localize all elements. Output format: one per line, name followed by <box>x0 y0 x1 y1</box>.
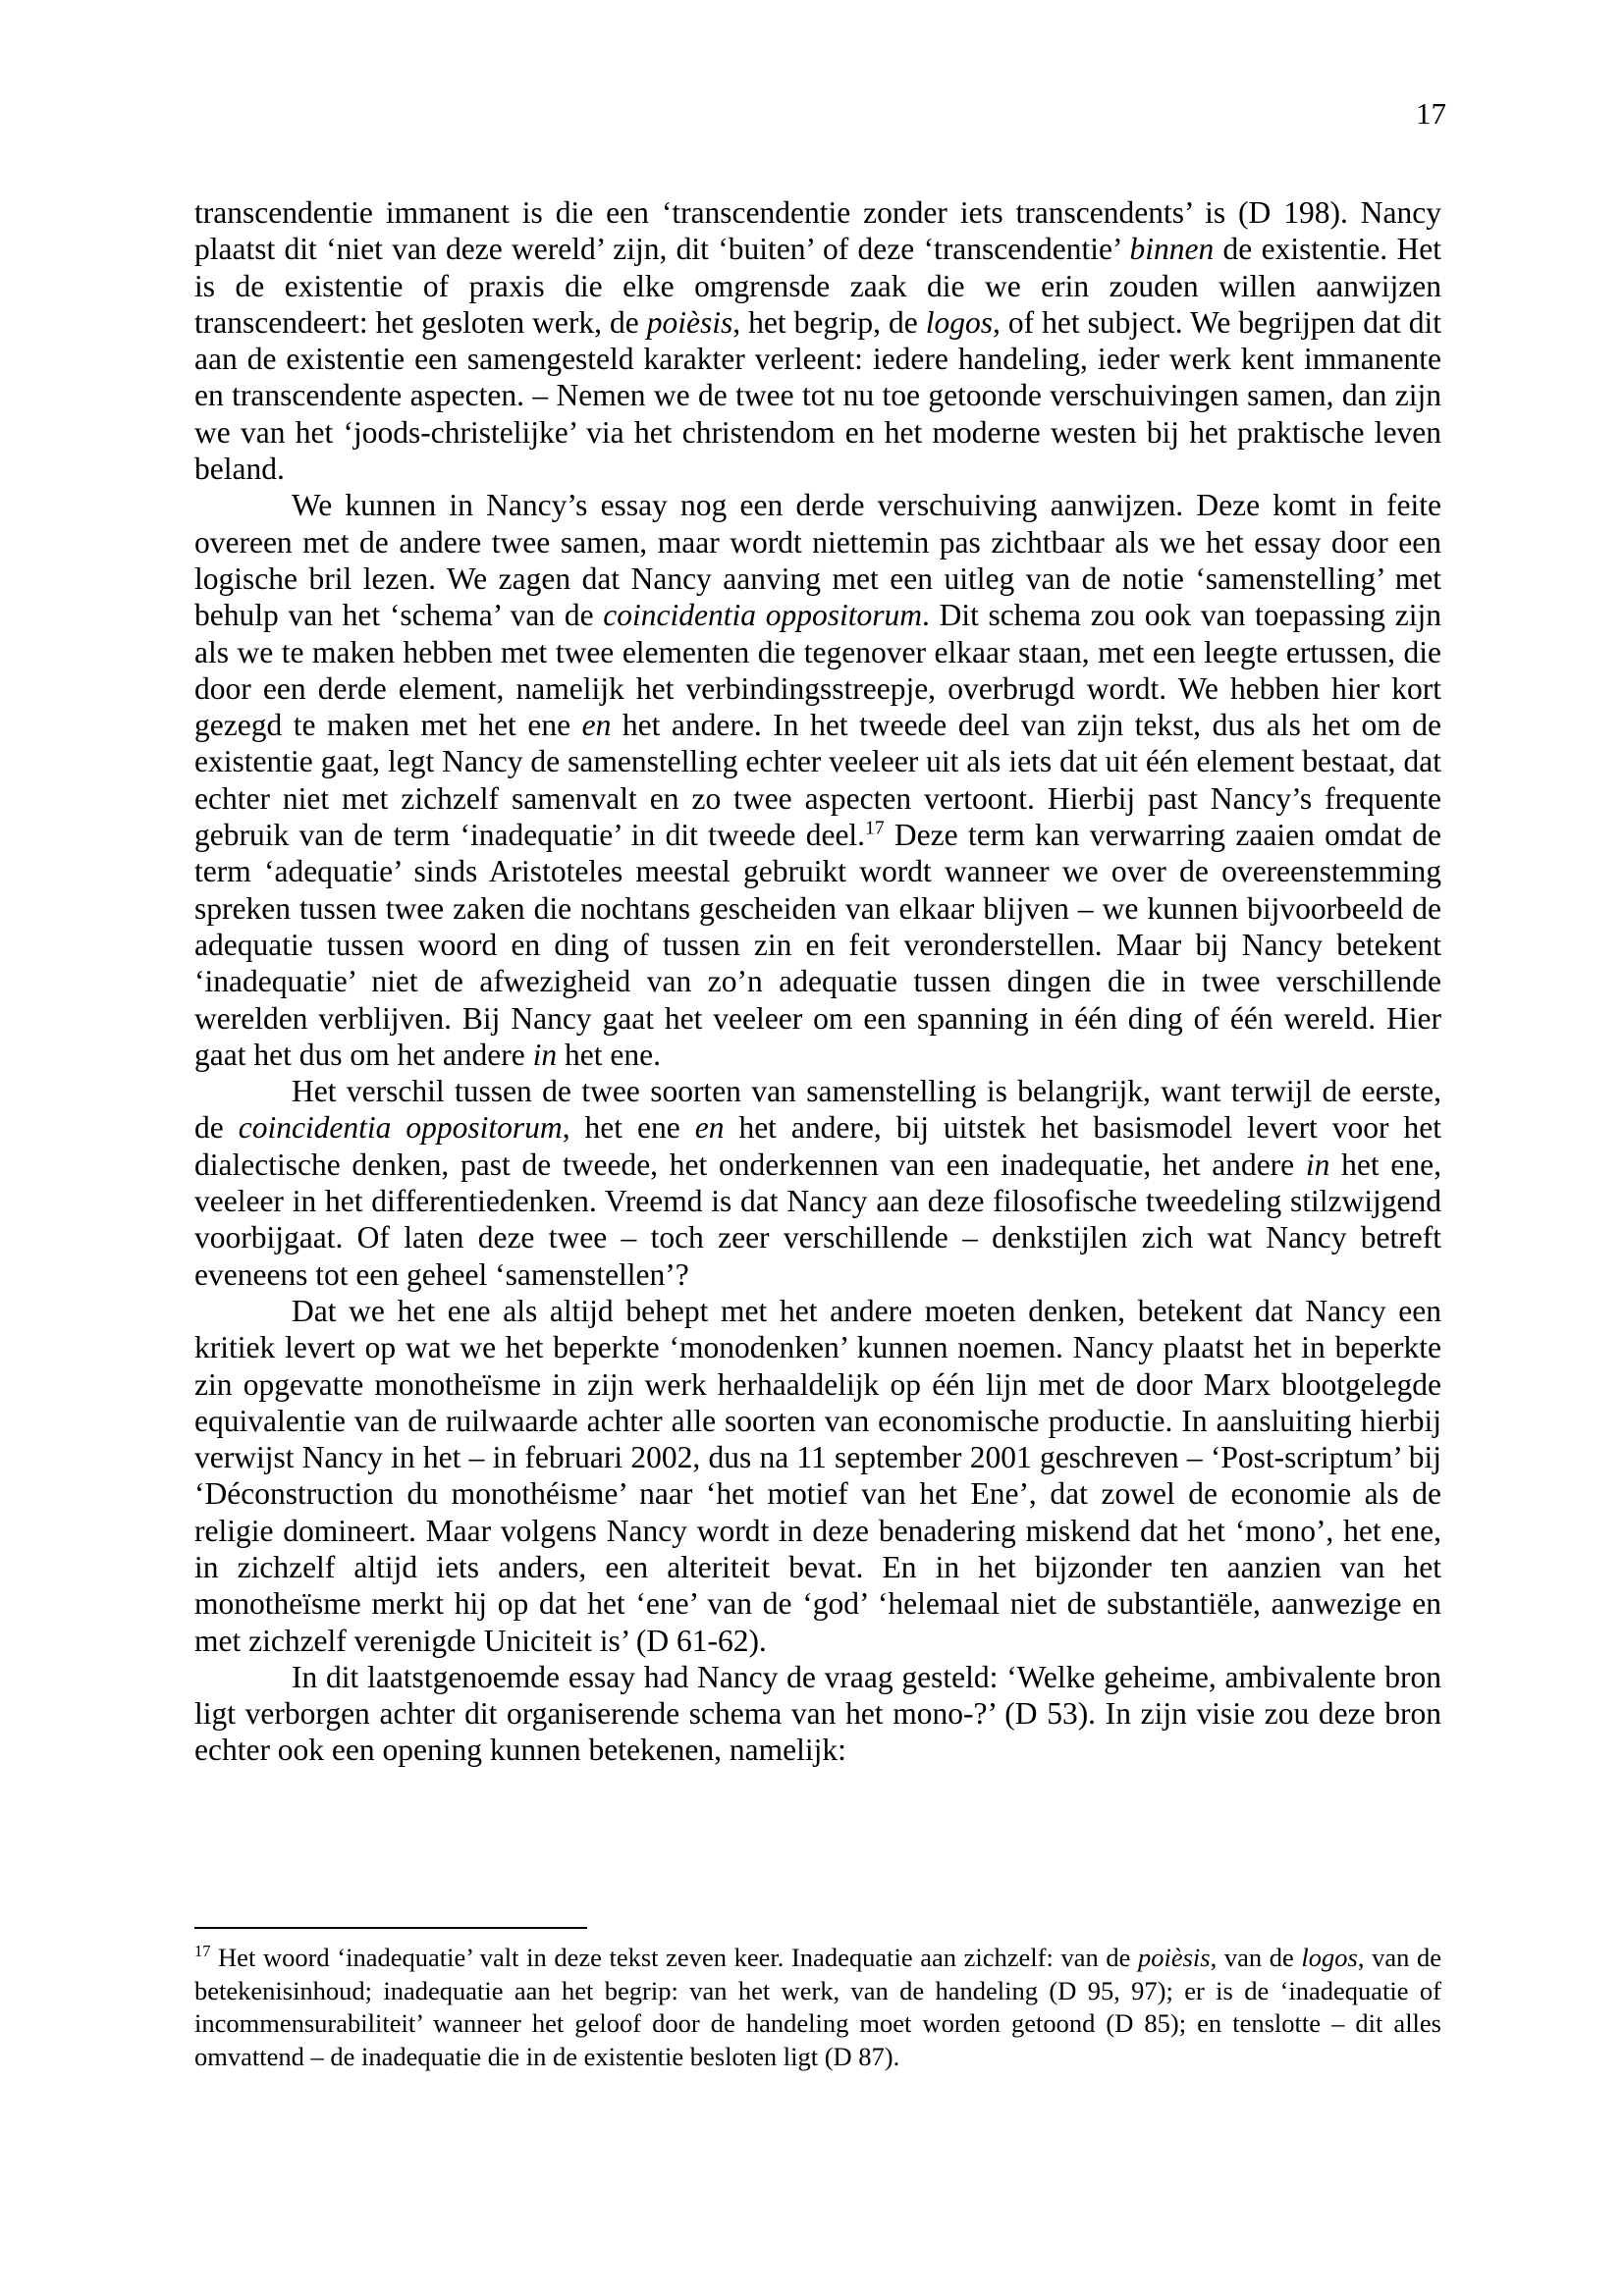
text-run: het andere. In het tweede deel van zijn tekst, dus als het om de existentie gaat, legt Nancy de samenstelling echter veeleer uit als iets dat uit één element bestaat, dat echter niet met zichzelf samenvalt en zo twee aspecten vertoont. Hierbij past Nancy’s frequente gebruik van de term ‘inadequatie’ in dit tweede deel. <box>194 708 1441 853</box>
italic-text: poièsis <box>646 304 733 340</box>
body-text <box>194 194 1441 1769</box>
text-run: Het woord ‘inadequatie’ valt in deze tekst zeven keer. Inadequatie aan zichzelf: van de <box>210 1943 1138 1972</box>
paragraph <box>194 487 1441 1073</box>
italic-text: en <box>581 708 612 743</box>
italic-text: logos <box>1301 1943 1358 1972</box>
italic-text: logos <box>925 304 993 340</box>
text-run: , het begrip, de <box>732 304 926 340</box>
paragraph <box>194 1659 1441 1769</box>
text-run: het ene. <box>557 1037 661 1072</box>
text-run: , het ene <box>562 1110 695 1146</box>
footnote-reference: 17 <box>865 818 885 839</box>
text-run: We kunnen in Nancy’s essay nog een derde verschuiving aanwijzen. Deze komt in feite overeen met de andere twee samen, maar wordt niettemin pas zichtbaar als we het essay door een logische bril lezen. We zagen dat Nancy aanving met een uitleg van de notie ‘samenstelling’ met behulp van het ‘schema’ van de <box>194 488 1441 633</box>
paragraph <box>194 1073 1441 1293</box>
italic-text: coincidentia oppositorum <box>238 1110 563 1146</box>
text-run: Deze term kan verwarring zaaien omdat de term ‘adequatie’ sinds Aristoteles meestal gebruikt wordt wanneer we over de overeenstemming spreken tussen twee zaken die nochtans gescheiden van elkaar blijven – we kunnen bijvoorbeeld de adequatie tussen woord en ding of tussen zin en feit veronderstellen. Maar bij Nancy betekent ‘inadequatie’ niet de afwezigheid van zo’n adequatie tussen dingen die in twee verschillende werelden verblijven. Bij Nancy gaat het veeleer om een spanning in één ding of één wereld. Hier gaat het dus om het andere <box>194 818 1441 1072</box>
italic-text: binnen <box>1129 232 1215 267</box>
italic-text: en <box>694 1110 725 1146</box>
footnote-17 <box>194 1942 1441 2073</box>
page-number: 17 <box>1416 96 1446 131</box>
text-run: het andere, bij uitstek het basismodel levert voor het dialectische denken, past de tweede, het onderkennen van een inadequatie, het andere <box>194 1110 1441 1182</box>
italic-text: coincidentia oppositorum <box>603 598 922 633</box>
paragraph <box>194 194 1441 487</box>
footnote-separator <box>194 1927 587 1929</box>
text-run: , van de <box>1210 1943 1302 1972</box>
text-run: het ene, veeleer in het differentiedenken. Vreemd is dat Nancy aan deze filosofische tweedeling stilzwijgend voorbijgaat. Of laten deze twee – toch zeer verschillende – denkstijlen zich wat Nancy betreft eveneens tot een geheel ‘samenstellen’? <box>194 1147 1441 1292</box>
text-run: , of het subject. We begrijpen dat dit aan de existentie een samengesteld karakter verleent: iedere handeling, ieder werk kent immanente en transcendente aspecten. – Nemen we de twee tot nu toe getoonde verschuivingen samen, dan zijn we van het ‘joods-christelijke’ via het christendom en het moderne westen bij het praktische leven beland. <box>194 304 1442 487</box>
text-run: . Dit schema zou ook van toepassing zijn als we te maken hebben met twee elementen die tegenover elkaar staan, met een leegte ertussen, die door een derde element, namelijk het verbindingsstreepje, overbrugd wordt. We hebben hier kort gezegd te maken met het ene <box>194 598 1441 743</box>
paragraph <box>194 1293 1441 1659</box>
text-run: de existentie. Het is de existentie of praxis die elke omgrensde zaak die we erin zouden willen aanwijzen transcendeert: het gesloten werk, de <box>194 232 1441 340</box>
text-run: Het verschil tussen de twee soorten van samenstelling is belangrijk, want terwijl de eerste, de <box>194 1074 1441 1146</box>
italic-text: in <box>1305 1147 1330 1182</box>
italic-text: poièsis <box>1137 1943 1211 1972</box>
italic-text: in <box>532 1037 558 1072</box>
text-run: , van de betekenisinhoud; inadequatie aan het begrip: van het werk, van de handeling (D 95, 97); er is de ‘inadequatie of incommensurabiliteit’ wanneer het geloof door de handeling moet worden getoond (D 85); en tenslotte – dit alles omvattend – de inadequatie die in de existentie besloten ligt (D 87). <box>194 1943 1441 2071</box>
text-run: Dat we het ene als altijd behept met het andere moeten denken, betekent dat Nancy een kritiek levert op wat we het beperkte ‘monodenken’ kunnen noemen. Nancy plaatst het in beperkte zin opgevatte monotheïsme in zijn werk herhaaldelijk op één lijn met de door Marx blootgelegde equivalentie van de ruilwaarde achter alle soorten van economische productie. In aansluiting hierbij verwijst Nancy in het – in februari 2002, dus na 11 september 2001 geschreven – ‘Post-scriptum’ bij ‘Déconstruction du monothéisme’ naar ‘het motief van het Ene’, dat zowel de economie als de religie domineert. Maar volgens Nancy wordt in deze benadering miskend dat het ‘mono’, het ene, in zichzelf altijd iets anders, een alteriteit bevat. En in het bijzonder ten aanzien van het monotheïsme merkt hij op dat het ‘ene’ van de ‘god’ ‘helemaal niet de substantiële, aanwezige en met zichzelf verenigde Uniciteit is’ (D 61-62). <box>194 1293 1441 1658</box>
footnote-reference: 17 <box>194 1942 211 1961</box>
text-run: transcendentie immanent is die een ‘transcendentie zonder iets transcendents’ is (D 198). Nancy plaatst dit ‘niet van deze wereld’ zijn, dit ‘buiten’ of deze ‘transcendentie’ <box>194 195 1441 267</box>
text-run: In dit laatstgenoemde essay had Nancy de vraag gesteld: ‘Welke geheime, ambivalente bron ligt verborgen achter dit organiserende schema van het mono-?’ (D 53). In zijn visie zou deze bron echter ook een opening kunnen betekenen, namelijk: <box>194 1659 1441 1768</box>
